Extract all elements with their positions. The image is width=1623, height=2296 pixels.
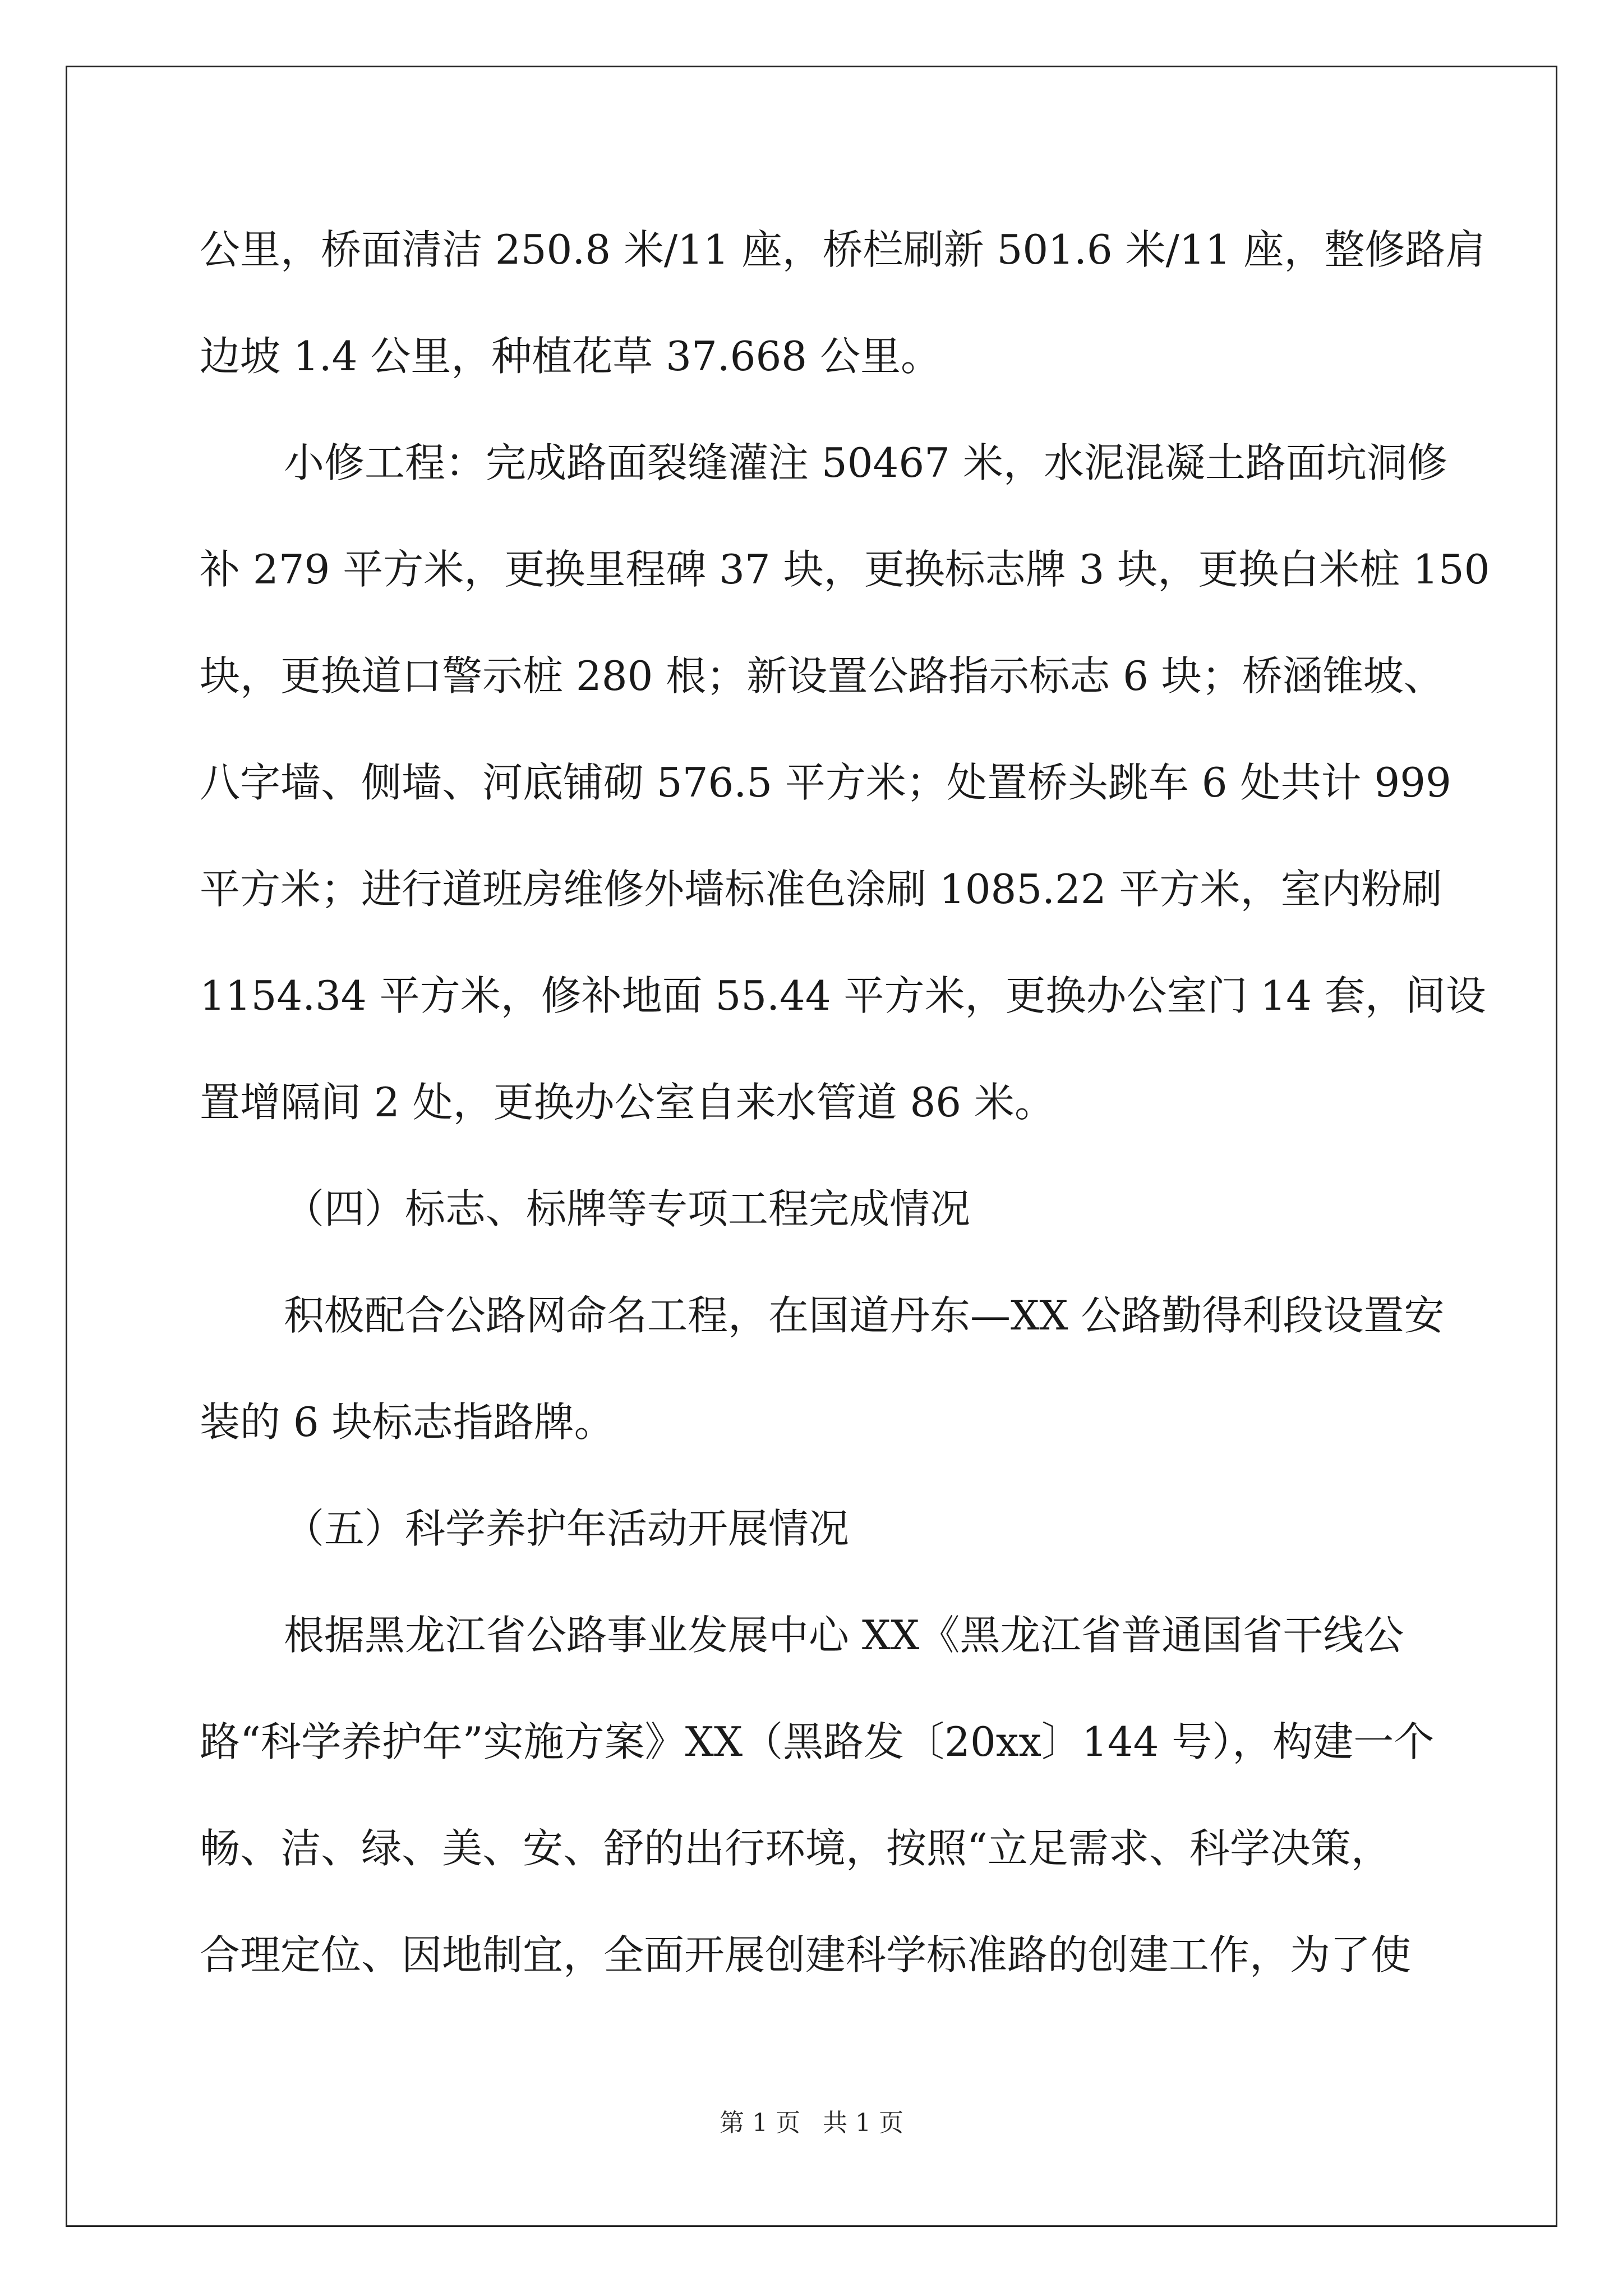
text-line: 畅、洁、绿、美、安、舒的出行环境，按照“立足需求、科学决策， bbox=[200, 1825, 1391, 1872]
section-heading: （五）科学养护年活动开展情况 bbox=[284, 1505, 850, 1552]
document-body bbox=[200, 208, 1490, 2019]
page-total: 共 1 页 bbox=[823, 2109, 903, 2137]
text-line: 公里，桥面清洁 250.8 米/11 座，桥栏刷新 501.6 米/11 座，整修路肩 bbox=[200, 226, 1486, 273]
text-line: 补 279 平方米，更换里程碑 37 块，更换标志牌 3 块，更换白米桩 150 bbox=[200, 546, 1490, 593]
text-line: 合理定位、因地制宜，全面开展创建科学标准路的创建工作，为了使 bbox=[200, 1931, 1412, 1978]
text-line: 平方米；进行道班房维修外墙标准色涂刷 1085.22 平方米，室内粉刷 bbox=[200, 866, 1442, 913]
text-line: 置增隔间 2 处，更换办公室自来水管道 86 米。 bbox=[200, 1079, 1055, 1126]
text-line: 路“科学养护年”实施方案》XX（黑路发〔20xx〕144 号），构建一个 bbox=[200, 1718, 1435, 1765]
text-line: 根据黑龙江省公路事业发展中心 XX《黑龙江省普通国省干线公 bbox=[284, 1612, 1404, 1659]
page-number: 第 1 页 bbox=[720, 2109, 800, 2137]
text-line: 边坡 1.4 公里，种植花草 37.668 公里。 bbox=[200, 333, 941, 380]
text-line: 小修工程：完成路面裂缝灌注 50467 米，水泥混凝土路面坑洞修 bbox=[284, 439, 1447, 486]
text-line: 装的 6 块标志指路牌。 bbox=[200, 1398, 615, 1446]
text-line: 1154.34 平方米，修补地面 55.44 平方米，更换办公室门 14 套，间设 bbox=[200, 972, 1486, 1019]
section-heading: （四）标志、标牌等专项工程完成情况 bbox=[284, 1185, 971, 1232]
page-footer bbox=[0, 2102, 1623, 2138]
text-line: 八字墙、侧墙、河底铺砌 576.5 平方米；处置桥头跳车 6 处共计 999 bbox=[200, 759, 1451, 806]
text-line: 积极配合公路网命名工程，在国道丹东—XX 公路勤得利段设置安 bbox=[284, 1292, 1445, 1339]
text-line: 块，更换道口警示桩 280 根；新设置公路指示标志 6 块；桥涵锥坡、 bbox=[200, 652, 1444, 700]
